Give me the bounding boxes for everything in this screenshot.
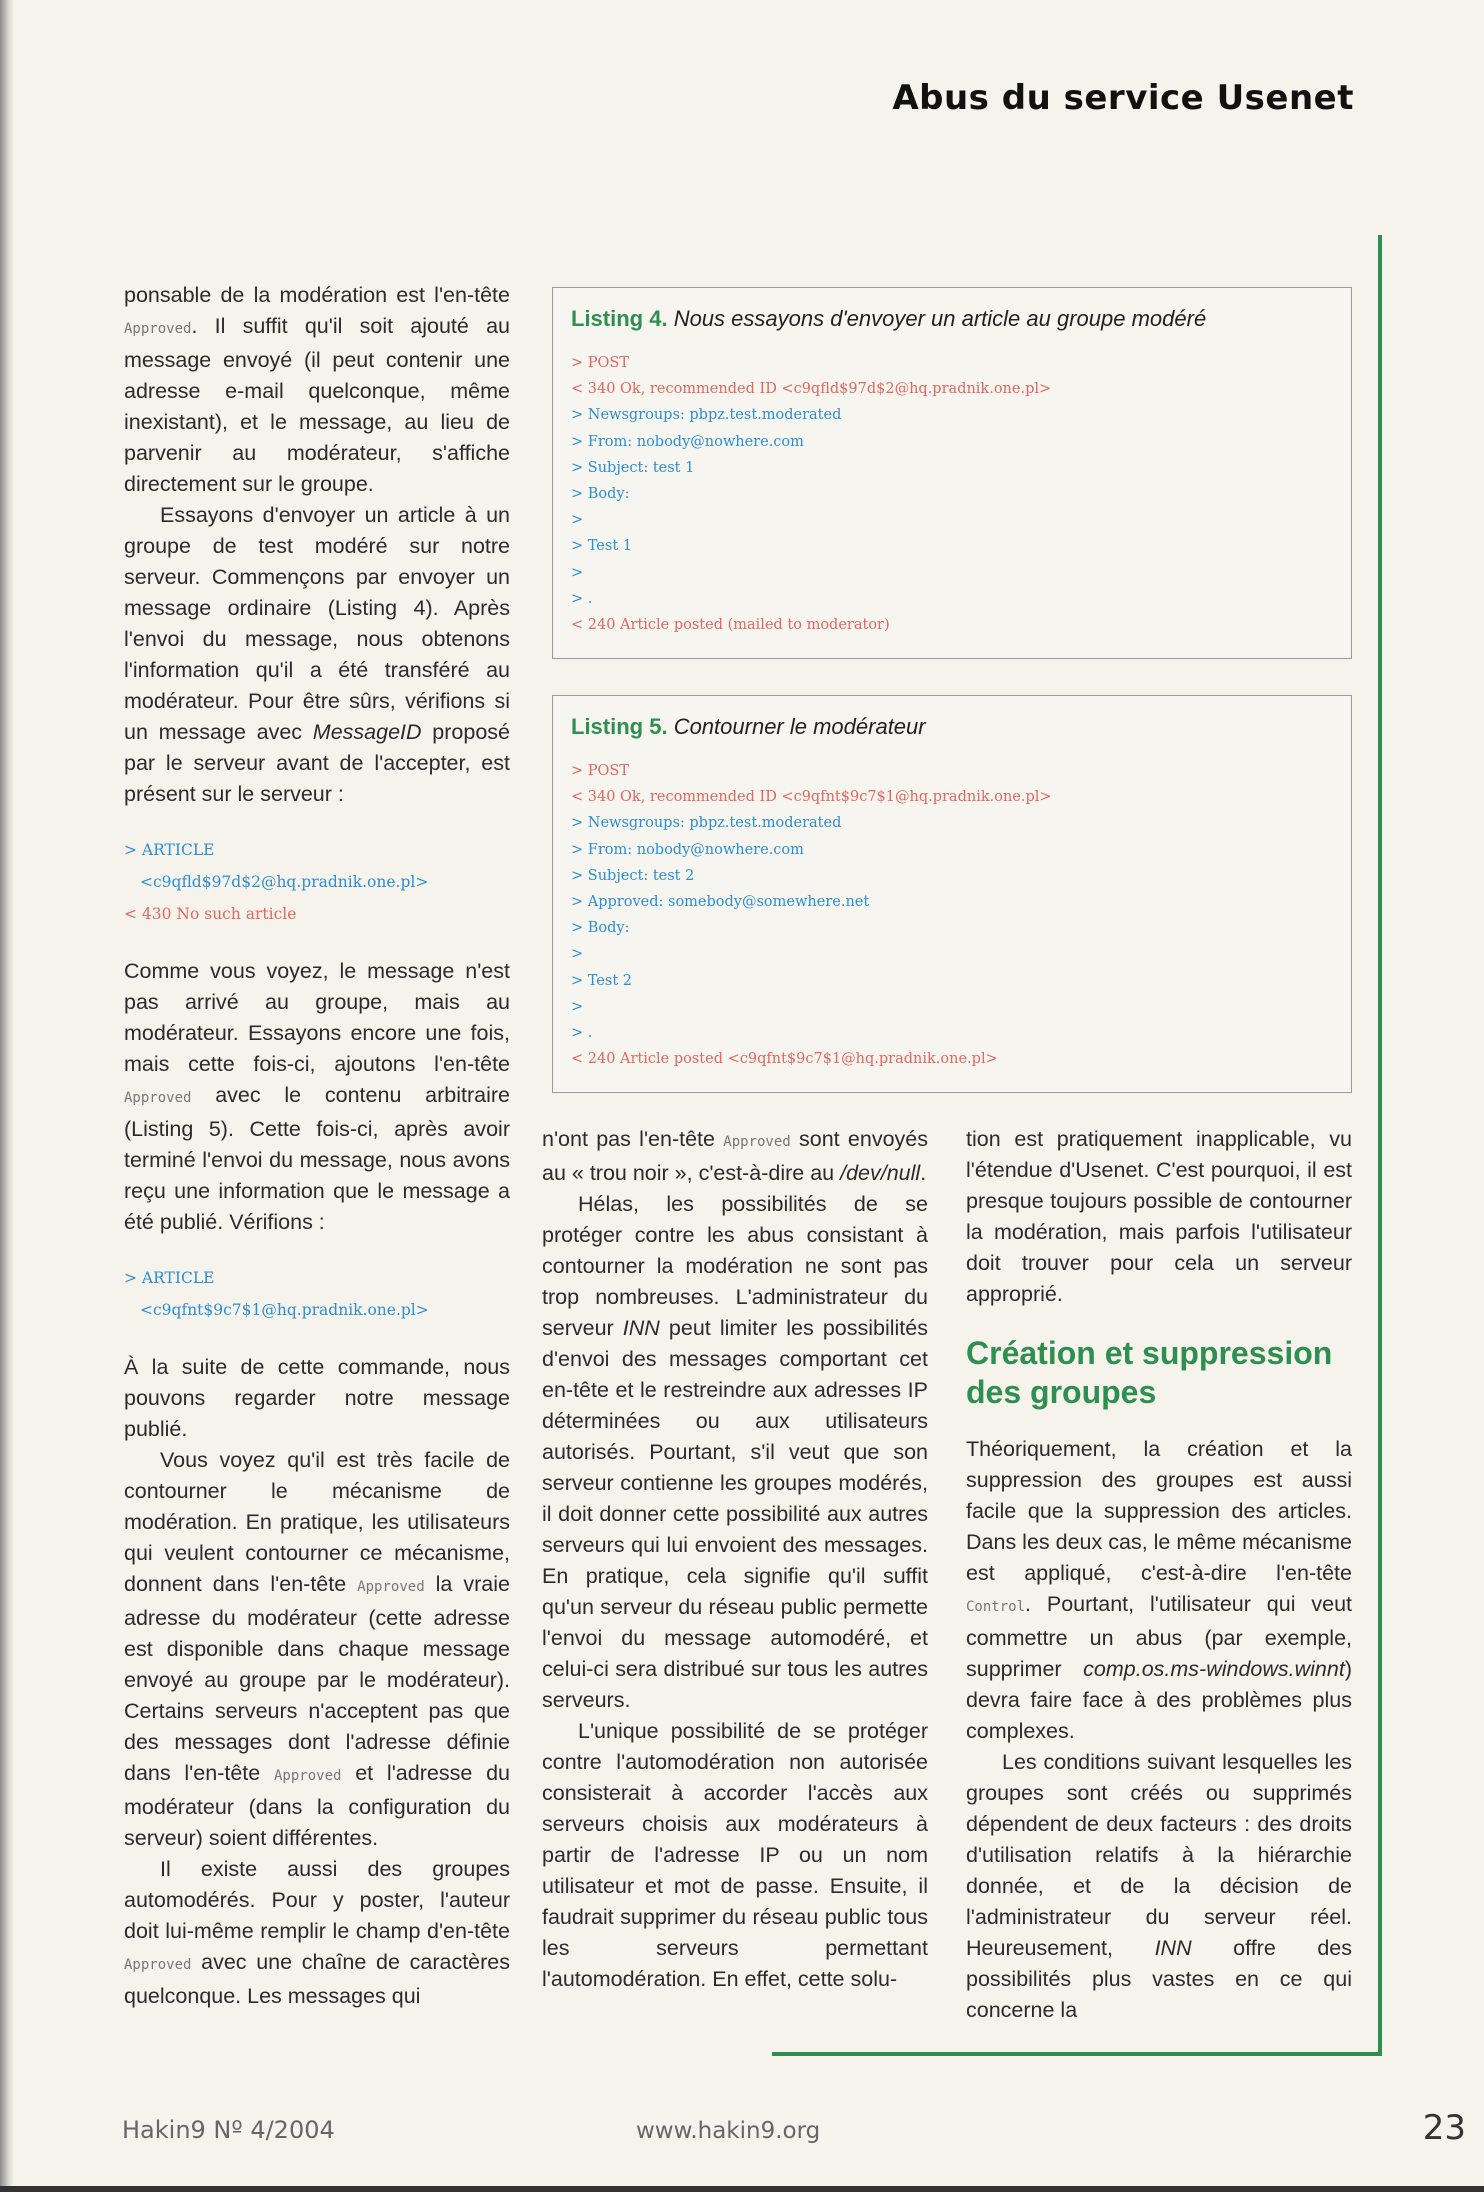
listing-4-title: [571, 306, 1351, 332]
code-line: > Subject: test 2: [571, 867, 695, 884]
col3-paragraph-3: Les conditions suivant lesquelles les groupes sont créés ou supprimés dépendent de deux facteurs : des droits d'utilisation relatifs à la hiérarchie donnée, et de la décision de l'administrateur du serveur réel. Heureusement, INN offre des possibilités plus vastes en ce qui concerne la: [966, 1750, 1353, 2022]
listing-caption: Contourner le modérateur: [673, 714, 926, 739]
code-line: > Body:: [571, 920, 630, 937]
code-line: > From: nobody@nowhere.com: [571, 433, 804, 450]
col1-paragraph-2: Essayons d'envoyer un article à un groupe de test modéré sur notre serveur. Commençons par envoyer un message ordinaire (Listing 4). Après l'envoi du message, nous obtenons l'information qu'il a été transféré au modérateur. Pour être sûrs, vérifions si un message avec MessageID proposé par le serveur avant de l'accepter, est présent sur le serveur :: [124, 503, 510, 806]
col2-paragraph-3: L'unique possibilité de se protéger contre l'automodération non autorisée consisterait à accorder l'accès aux serveurs choisis aux modérateurs à partir de l'adresse IP ou un nom utilisateur et mot de passe. Ensuite, il faudrait supprimer du réseau public tous les serveurs permettant l'automodération. En effet, cette solu-: [542, 1719, 928, 1991]
code-line: >: [571, 512, 584, 529]
page-header-title: Abus du service Usenet: [892, 78, 1354, 118]
listing-5-title: [571, 714, 1351, 740]
code-line: < 340 Ok, recommended ID <c9qfld$97d$2@hq.pradnik.one.pl>: [571, 381, 1052, 398]
col3-paragraph-2: Théoriquement, la création et la suppression des groupes est aussi facile que la suppression des articles. Dans les deux cas, le même mécanisme est appliqué, c'est-à-dire l'en-tête Control. Pourtant, l'utilisateur qui veut commettre un abus (par exemple, supprimer comp.os.ms-windows.winnt) devra faire face à des problèmes plus complexes.: [966, 1437, 1352, 1743]
footer-magazine-issue: Hakin9 Nº 4/2004: [122, 2116, 335, 2144]
inline-code: Approved: [274, 1768, 342, 1784]
listing-number: Listing 5.: [571, 714, 668, 739]
code-line: > Subject: test 1: [571, 459, 695, 476]
col2-paragraph-2: Hélas, les possibilités de se protéger contre les abus consistant à contourner la modération ne sont pas trop nombreuses. L'administrateur du serveur INN peut limiter les possibilités d'envoi des messages comportant cet en-tête et le restreindre aux adresses IP déterminées ou aux utilisateurs autorisés. Pourtant, s'il veut que son serveur contienne les groupes modérés, il doit donner cette possibilité aux autres serveurs qui lui envoient des messages. En pratique, cela signifie qu'il suffit qu'un serveur du réseau public permette l'envoi du message automodéré, et celui-ci sera distribué sur tous les autres serveurs.: [542, 1192, 928, 1712]
emphasis: /dev/null: [840, 1161, 921, 1185]
code-line: < 430 No such article: [124, 905, 297, 923]
col1-paragraph-3: Comme vous voyez, le message n'est pas arrivé au groupe, mais au modérateur. Essayons encore une fois, mais cette fois-ci, ajoutons l'en-tête Approved avec le contenu arbitraire (Listing 5). Cette fois-ci, après avoir terminé l'envoi du message, nous avons reçu une information que le message a été publié. Vérifions :: [124, 959, 510, 1234]
footer-website: www.hakin9.org: [636, 2118, 821, 2144]
inline-code: Approved: [124, 321, 192, 337]
page-number: 23: [1422, 2108, 1466, 2148]
emphasis: MessageID: [312, 720, 422, 744]
inline-code: Approved: [723, 1134, 791, 1150]
inline-code: Control: [966, 1599, 1026, 1615]
code-line: < 340 Ok, recommended ID <c9qfnt$9c7$1@hq.pradnik.one.pl>: [571, 789, 1052, 806]
col1-paragraph-1: ponsable de la modération est l'en-tête Approved. Il suffit qu'il soit ajouté au message envoyé (il peut contenir une adresse e-mail quelconque, même inexistant), et le message, au lieu de parvenir au modérateur, s'affiche directement sur le groupe.: [124, 283, 510, 496]
inline-code: Approved: [357, 1579, 425, 1595]
listing-caption: Nous essayons d'envoyer un article au groupe modéré: [673, 306, 1207, 331]
green-rule-vertical: [1378, 235, 1382, 2055]
listing-4-box: [552, 287, 1352, 659]
code-line: < 240 Article posted (mailed to moderator): [571, 617, 890, 634]
code-line: <c9qfld$97d$2@hq.pradnik.one.pl>: [140, 873, 429, 891]
page-bottom-edge: [0, 2186, 1484, 2192]
col3-paragraph-1: tion est pratiquement inapplicable, vu l'étendue d'Usenet. C'est pourquoi, il est presque toujours possible de contourner la modération, mais parfois l'utilisateur doit trouver pour cela un serveur approprié.: [966, 1127, 1352, 1306]
green-rule-horizontal: [772, 2052, 1382, 2056]
code-line: > ARTICLE: [124, 1269, 215, 1287]
code-line: > .: [571, 1025, 593, 1042]
page-spine-shadow: [0, 0, 14, 2192]
inline-code: Approved: [124, 1090, 192, 1106]
emphasis: INN: [1154, 1936, 1192, 1960]
emphasis: comp.os.ms-windows.winnt: [1083, 1657, 1345, 1681]
code-line: < 240 Article posted <c9qfnt$9c7$1@hq.pradnik.one.pl>: [571, 1051, 998, 1068]
col2-paragraph-1: n'ont pas l'en-tête Approved sont envoyés au « trou noir », c'est-à-dire au /dev/null.: [542, 1127, 928, 1185]
listing-5-box: [552, 695, 1352, 1093]
section-heading: Création et suppression des groupes: [966, 1335, 1333, 1410]
code-line: >: [571, 564, 584, 581]
column-2: [542, 1124, 928, 1995]
col1-paragraph-5: Vous voyez qu'il est très facile de contourner le mécanisme de modération. En pratique, les utilisateurs qui veulent contourner ce mécanisme, donnent dans l'en-tête Approved la vraie adresse du modérateur (cette adresse est disponible dans chaque message envoyé au groupe par le modérateur). Certains serveurs n'acceptent pas que des messages dont l'adresse définie dans l'en-tête Approved et l'adresse du modérateur (dans la configuration du serveur) soient différentes.: [124, 1448, 510, 1850]
emphasis: INN: [622, 1316, 660, 1340]
column-3: [966, 1124, 1352, 2026]
listing-number: Listing 4.: [571, 306, 668, 331]
code-snippet-article-2: [124, 1262, 510, 1326]
listing-4-code: [571, 350, 1351, 638]
code-line: > Body:: [571, 486, 630, 503]
code-line: > Newsgroups: pbpz.test.moderated: [571, 407, 842, 424]
code-line: > POST: [571, 763, 630, 779]
code-line: > Approved: somebody@somewhere.net: [571, 894, 870, 911]
code-line: > Test 2: [571, 972, 632, 989]
code-line: > .: [571, 590, 593, 607]
code-line: > ARTICLE: [124, 841, 215, 859]
code-line: >: [571, 998, 584, 1015]
code-line: > POST: [571, 355, 630, 371]
col1-paragraph-6: Il existe aussi des groupes automodérés. Pour y poster, l'auteur doit lui-même remplir le champ d'en-tête Approved avec une chaîne de caractères quelconque. Les messages qui: [124, 1857, 510, 2008]
code-snippet-article-1: [124, 834, 510, 930]
code-line: <c9qfnt$9c7$1@hq.pradnik.one.pl>: [140, 1301, 429, 1319]
code-line: > From: nobody@nowhere.com: [571, 841, 804, 858]
code-line: > Test 1: [571, 538, 632, 555]
inline-code: Approved: [124, 1957, 192, 1973]
listing-5-code: [571, 758, 1351, 1072]
column-1: [124, 280, 510, 2012]
col1-paragraph-4: À la suite de cette commande, nous pouvons regarder notre message publié.: [124, 1355, 510, 1441]
code-line: >: [571, 946, 584, 963]
code-line: > Newsgroups: pbpz.test.moderated: [571, 815, 842, 832]
